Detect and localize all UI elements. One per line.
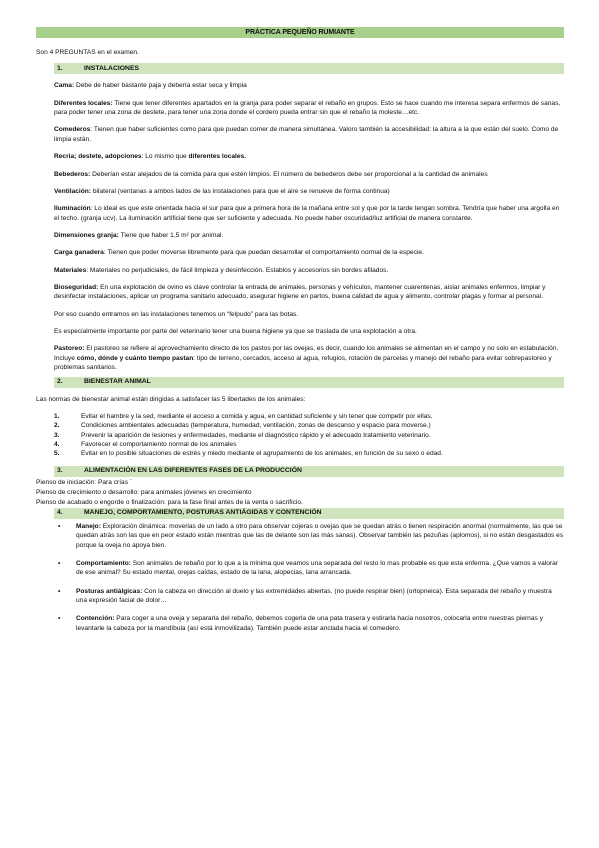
list-item (54, 431, 564, 440)
term-label: Materiales (54, 266, 87, 274)
term-label: Diferentes locales: (54, 99, 113, 107)
term-label: Comportamiento: (76, 559, 131, 567)
term-label: Comederos (54, 126, 91, 134)
paragraph-ventilacion (54, 187, 564, 196)
list-item-text: Prevenir la aparición de lesiones y enfermedades, mediante el diagnóstico rápido y el adecuado tratamiento veterinario. (81, 431, 431, 439)
paragraph-carga-ganadera (54, 248, 564, 257)
section-title: MANEJO, COMPORTAMIENTO, POSTURAS ANTIÁGIDAS Y CONTENCIÓN (84, 509, 322, 517)
list-item-text: Favorecer el comportamiento normal de los animales (81, 440, 237, 448)
term-label: Bioseguridad: (54, 284, 99, 292)
bullet-icon: • (58, 587, 61, 595)
list-item (54, 449, 564, 458)
emphasis-text: cómo, dónde y cuánto tiempo pastan (76, 354, 194, 362)
term-label: Pastoreo: (54, 345, 85, 353)
list-item-text: Exploración dinámica: moverlas de un lado a otro para observar cojeras o ovejas que se quedan atrás o tienen respiración anormal (normalmente, las que se quedan atrás son las que en peor estado están mientras que las de delante son las más sanas). Observar también las pezuñas (aplomos), si no están desgastados es porque la oveja no apoya bien. (76, 522, 564, 549)
paragraph-veterinario: Es especialmente importante por parte del veterinario tener una buena higiene ya que se traslada de una explotación a otra. (54, 328, 417, 336)
list-number: 5. (54, 450, 60, 458)
section-heading-alimentacion (54, 466, 564, 477)
list-number: 1. (54, 412, 60, 420)
list-item-contencion (54, 614, 564, 633)
term-label: Iluminación (54, 205, 91, 213)
list-number: 4. (54, 440, 60, 448)
paragraph-text: : tipo de terreno, cercados, acceso al agua, refugios, rotación de parcelas y manejo del rebaño para evitar sobrepastoreo y problemas sanitarios. (54, 354, 552, 372)
paragraph-dimensiones (54, 231, 564, 240)
bullet-icon: • (58, 522, 61, 530)
list-item-text: Condiciones ambientales adecuadas (temperatura, humedad, ventilación, zonas de descanso y espacio para moverse.) (81, 422, 431, 430)
bullet-icon: • (58, 615, 61, 623)
bienestar-intro: Las normas de bienestar animal están dirigidas a satisfacer las 5 libertades de los animales: (36, 395, 306, 403)
paragraph-text: bilateral (ventanas a ambos lados de las instalaciones para que el aire se renueve de forma continua) (91, 187, 390, 195)
document-page (36, 27, 564, 633)
paragraph-text: En una explotación de ovino es clave controlar la entrada de animales, personas y vehículos, mantener cuarentenas, aislar animales enfermos, limpiar y desinfectar instalaciones, aplicar un programa sanitario adecuado, asegurar higiene en partos, buena calidad de agua y alimento, controlar plagas y formar al personal. (54, 284, 546, 301)
list-item-text: Son animales de rebaño por lo que a la mínima que veamos una separada del resto lo mas probable es que esta enferma. ¿Que vamos a valorar de ese animal? Su estado mental, orejas caídas, estado de la lana, alopecias, lana arrancada. (76, 559, 558, 577)
paragraph-text: Debe de haber bastante paja y debería estar seca y limpia (74, 82, 247, 90)
paragraph-bioseguridad (54, 283, 564, 302)
manejo-list (36, 522, 564, 633)
emphasis-text: diferentes locales. (188, 153, 247, 161)
paragraph-comederos (54, 125, 564, 144)
paragraph-text: El pastoreo se refiere al aprovechamiento directo de los pastos por las ovejas, es decir, cuando los animales se alimentan en el campo y no solo en estabulación. Incluye (54, 345, 559, 362)
paragraph-text: : Tienen que haber suficientes como para que puedan comer de manera simultánea. Valoro también la accesibilidad: la altura a la que están del suelo. Como de limpia están. (54, 126, 559, 143)
section-number: 1. (57, 65, 63, 73)
section-heading-bienestar (54, 377, 564, 388)
term-label: Posturas antiálgicas: (76, 587, 143, 595)
term-label: Recría; destete, adopciones (54, 153, 142, 161)
libertades-list (36, 412, 564, 459)
paragraph-text: : Materiales no perjudiciales, de fácil limpieza y desinfección. Establos y accesorios sin bordes afilados. (86, 266, 389, 274)
intro-text: Son 4 PREGUNTAS en el examen. (36, 49, 139, 56)
list-item (54, 412, 564, 421)
section-title: BIENESTAR ANIMAL (84, 378, 151, 386)
paragraph-text: : Lo ideal es que este orientada hacia el sur para que a primera hora de la mañana entre sol y que por la tarde tengan sombra. Tendría que haber una argolla en el techo. (granja ucv). La iluminación artificial tiene que ser suficiente y adecuada. No puede haber oscuridad/luz artificial de manera constante. (54, 205, 560, 222)
list-item (54, 440, 564, 449)
list-item-text: Para coger a una oveja y separarla del rebaño, debemos cogerla de una pata trasera y estirarla hacia nosotros, colocarla entre nuestras piernas y levantarle la cabeza por la mandíbula (así está inmovilizada). También puede estar anclada hacia el comedero. (76, 615, 543, 632)
paragraph-iluminacion (54, 204, 564, 223)
paragraph-materiales (54, 266, 564, 275)
list-number: 2. (54, 422, 60, 430)
list-item-comportamiento (54, 559, 564, 578)
pienso-acabado: Pienso de acabado o engorde o finalización: para la fase final antes de la venta o sacrificio. (36, 499, 303, 507)
term-label: Carga ganadera (54, 249, 104, 257)
term-label: Dimensiones granja: (54, 231, 119, 239)
paragraph-diferentes-locales (54, 99, 564, 118)
paragraph-text: : Tienen que poder moverse libremente para que puedan desarrollar el comportamiento normal de la especie. (103, 249, 424, 257)
list-item-manejo (54, 522, 564, 550)
paragraph-cama (54, 81, 564, 90)
paragraph-pastoreo (54, 344, 564, 372)
section-number: 2. (57, 378, 63, 386)
section-number: 4. (57, 509, 63, 517)
paragraph-felpudo: Por eso cuando entramos en las instalaciones tenemos un “felpudo” para las botas. (54, 310, 299, 318)
list-item-text: Evitar en lo posible situaciones de estrés y miedo mediante el agrupamiento de los animales, en función de su sexo o edad. (81, 450, 443, 458)
list-item-text: Evitar el hambre y la sed, mediante el acceso a comida y agua, en cantidad suficiente y sin tener que competir por ellas. (81, 412, 433, 420)
list-item (54, 421, 564, 430)
section-heading-instalaciones (54, 63, 564, 74)
list-item-posturas (54, 587, 564, 606)
pienso-iniciacion: Pienso de iniciación: Para crías ` (36, 478, 133, 486)
list-item-text: Con la cabeza en dirección al duelo y las extremidades abiertas. (no puede respirar bien) (ortopneica). Esta separada del rebaño y muestra una expresión facial de dolor… (76, 587, 552, 604)
section-heading-manejo (54, 508, 564, 519)
section-title: INSTALACIONES (84, 65, 140, 73)
section-number: 3. (57, 467, 63, 475)
term-label: Ventilación: (54, 187, 92, 195)
paragraph-text: Deberían estar alejados de la comida para que estén limpios. El número de bebederos debe ser proporcional a la cantidad de animales (90, 170, 488, 178)
term-label: Bebederos: (54, 170, 91, 178)
paragraph-bebederos (54, 170, 564, 179)
list-number: 3. (54, 431, 60, 439)
term-label: Manejo: (76, 522, 101, 530)
term-label: Cama: (54, 82, 75, 90)
bullet-icon: • (58, 559, 61, 567)
paragraph-text: Tiene que haber 1,5 m² por animal. (118, 231, 224, 239)
document-title: PRÁCTICA PEQUEÑO RUMIANTE (36, 27, 564, 38)
paragraph-text: : Lo mismo que (141, 153, 189, 161)
pienso-crecimiento: Pienso de crecimiento o desarrollo: para animales jóvenes en crecimiento (36, 489, 252, 497)
paragraph-recria (54, 152, 564, 161)
section-title: ALIMENTACIÓN EN LAS DIFERENTES FASES DE LA PRODUCCIÓN (84, 467, 302, 475)
term-label: Contención: (76, 615, 115, 623)
paragraph-text: Tiene que tener diferentes apartados en la granja para poder separar el rebaño en grupos. Esto se hace cuando me interesa separa enfermos de sanas, para poder tener una zona de destete, para tener una zona donde el cordero pueda entrar sin que el rebaño la moleste…etc. (54, 99, 561, 117)
